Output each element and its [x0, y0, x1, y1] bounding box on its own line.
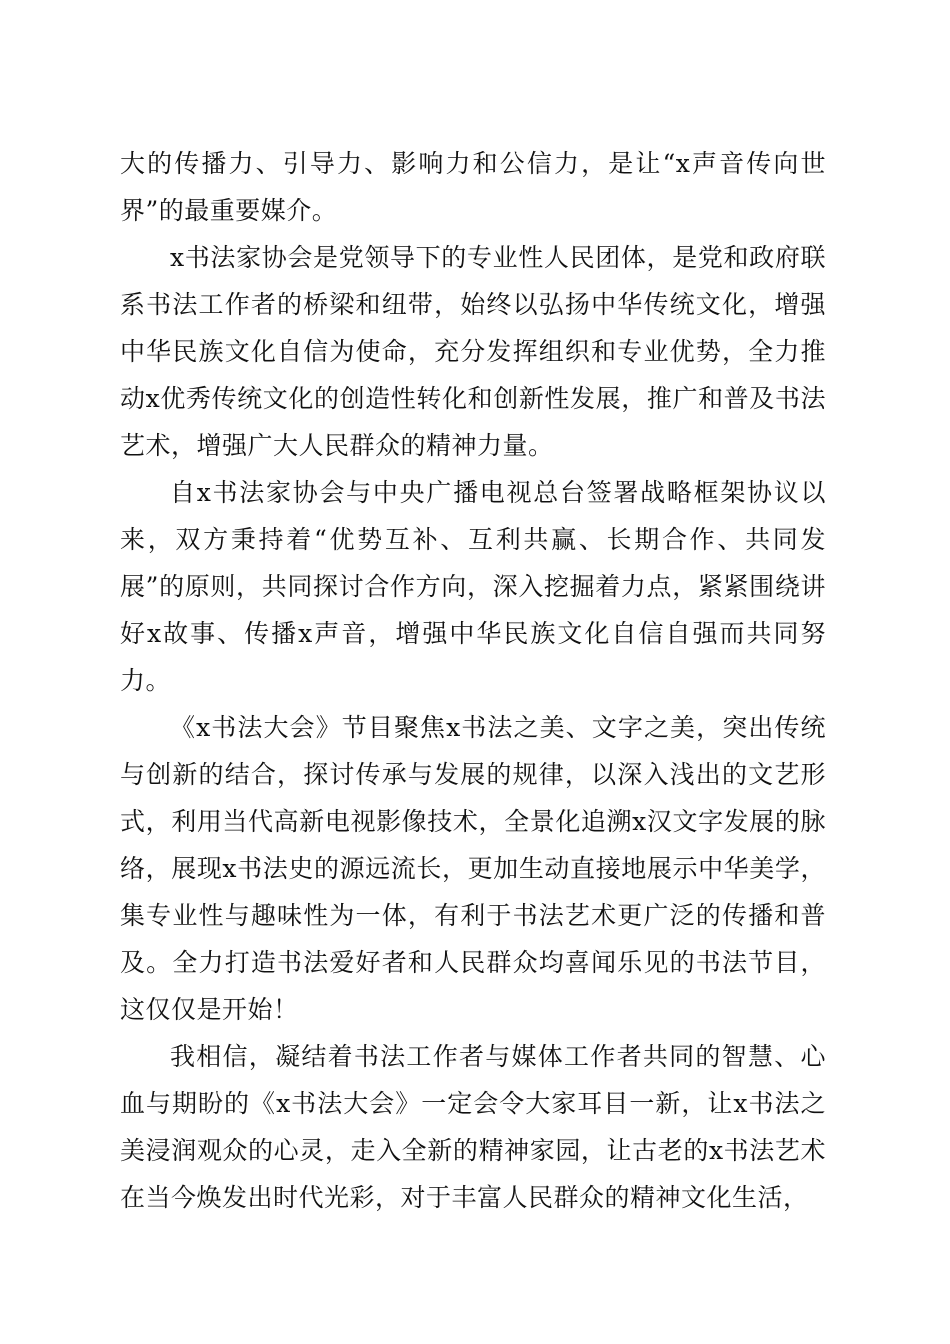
paragraph-association: x书法家协会是党领导下的专业性人民团体，是党和政府联系书法工作者的桥梁和纽带，始终以弘扬中华传统文化，增强中华民族文化自信为使命，充分发挥组织和专业优势，全力推动x优秀传统文化的创造性转化和创新性发展，推广和普及书法艺术，增强广大人民群众的精神力量。	[120, 243, 826, 460]
paragraph-continuation: 大的传播力、引导力、影响力和公信力，是让“x声音传向世界”的最重要媒介。	[120, 149, 826, 225]
paragraph-belief: 我相信，凝结着书法工作者与媒体工作者共同的智慧、心血与期盼的《x书法大会》一定会令大家耳目一新，让x书法之美浸润观众的心灵，走入全新的精神家园，让古老的x书法艺术在当今焕发出时代光彩，对于丰富人民群众的精神文化生活，	[120, 1042, 826, 1212]
paragraph-cooperation: 自x书法家协会与中央广播电视总台签署战略框架协议以来，双方秉持着“优势互补、互利共赢、长期合作、共同发展”的原则，共同探讨合作方向，深入挖掘着力点，紧紧围绕讲好x故事、传播x声音，增强中华民族文化自信自强而共同努力。	[120, 478, 826, 695]
paragraph-program: 《x书法大会》节目聚焦x书法之美、文字之美，突出传统与创新的结合，探讨传承与发展的规律，以深入浅出的文艺形式，利用当代高新电视影像技术，全景化追溯x汉文字发展的脉络，展现x书法史的源远流长，更加生动直接地展示中华美学，集专业性与趣味性为一体，有利于书法艺术更广泛的传播和普及。全力打造书法爱好者和人民群众均喜闻乐见的书法节目，这仅仅是开始！	[120, 713, 826, 1024]
document-body	[120, 140, 826, 1221]
